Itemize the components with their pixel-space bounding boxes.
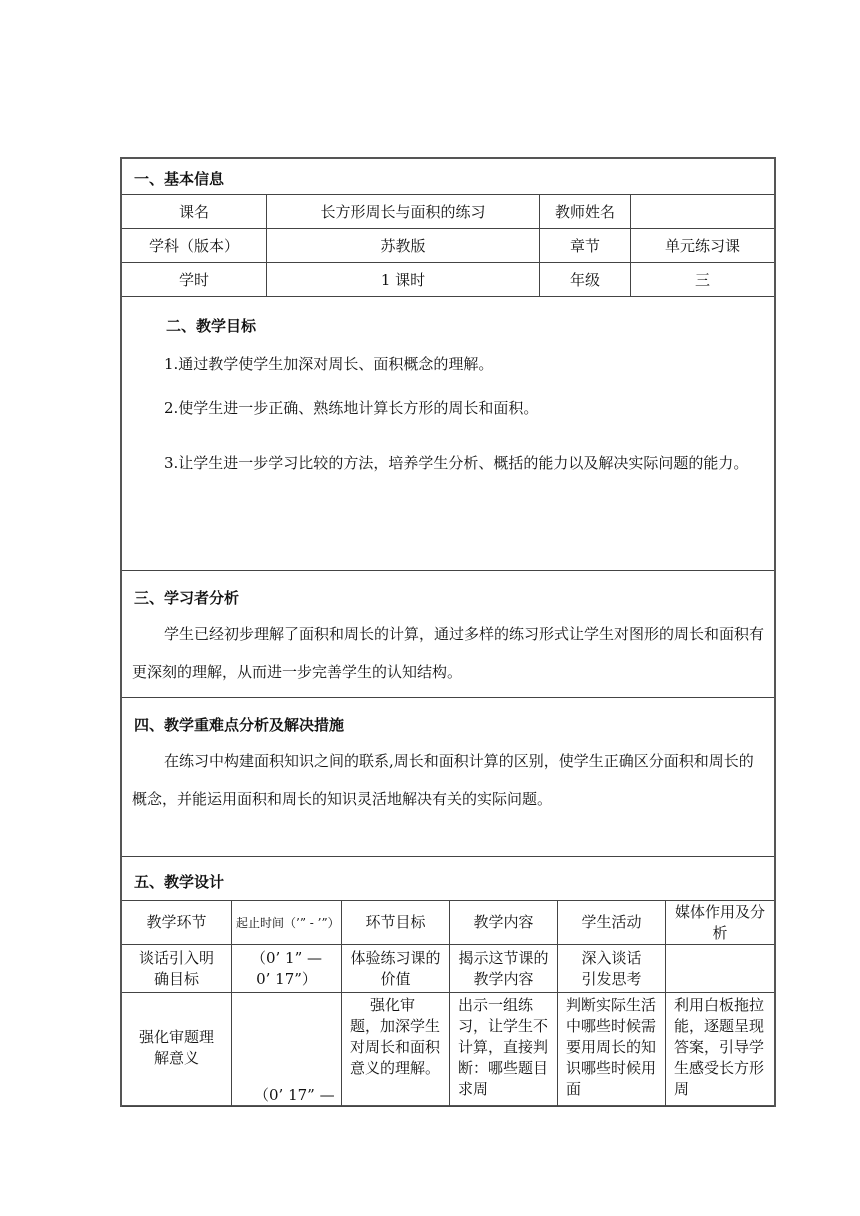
design-row2-stage: 强化审题理解意义 xyxy=(122,993,232,1107)
design-header-time: 起止时间（’” - ’”） xyxy=(232,901,342,945)
design-header-content: 教学内容 xyxy=(450,901,558,945)
design-row2-activity: 判断实际生活中哪些时候需要用周长的知识哪些时候用面 xyxy=(558,993,666,1107)
section1-header-row xyxy=(122,159,774,195)
key-points-text: 在练习中构建面积知识之间的联系,周长和面积计算的区别，使学生正确区分面积和周长的概念，并能运用面积和周长的知识灵活地解决有关的实际问题。 xyxy=(132,752,754,808)
design-row1-stage: 谈话引入明确目标 xyxy=(122,945,232,993)
section3-learner-analysis xyxy=(122,571,774,698)
design-row1-content: 揭示这节课的教学内容 xyxy=(450,945,558,993)
learner-analysis-text: 学生已经初步理解了面积和周长的计算，通过多样的练习形式让学生对图形的周长和面积有更深刻的理解，从而进一步完善学生的认知结构。 xyxy=(132,625,765,681)
info-label-course: 课名 xyxy=(122,195,267,228)
info-value-subject: 苏教版 xyxy=(267,229,540,262)
section4-key-points xyxy=(122,698,774,857)
info-row-2 xyxy=(122,229,774,263)
teaching-design-grid xyxy=(122,901,774,1107)
design-row2-media: 利用白板拖拉能，逐题呈现答案，引导学生感受长方形周 xyxy=(666,993,774,1107)
info-label-chapter: 章节 xyxy=(540,229,631,262)
section2-title: 二、教学目标 xyxy=(166,317,257,335)
info-value-course: 长方形周长与面积的练习 xyxy=(267,195,540,228)
info-value-grade: 三 xyxy=(694,271,710,289)
design-row1-goal: 体验练习课的价值 xyxy=(342,945,450,993)
design-row1-activity: 深入谈话引发思考 xyxy=(558,945,666,993)
info-label-hours: 学时 xyxy=(122,263,267,296)
section1-title: 一、基本信息 xyxy=(134,170,225,188)
lesson-plan-table xyxy=(120,157,776,1107)
design-row2-time: （0’ 17” — xyxy=(232,993,342,1107)
design-row1-time: （0’ 1” — 0’ 17”） xyxy=(232,945,342,993)
info-value-teacher xyxy=(631,195,774,228)
design-header-media: 媒体作用及分析 xyxy=(666,901,774,945)
section3-title: 三、学习者分析 xyxy=(134,589,240,607)
objective-3: 3.让学生进一步学习比较的方法，培养学生分析、概括的能力以及解决实际问题的能力。 xyxy=(164,454,749,472)
objective-1: 1.通过教学使学生加深对周长、面积概念的理解。 xyxy=(164,355,494,373)
section4-title: 四、教学重难点分析及解决措施 xyxy=(134,716,345,734)
section5-title: 五、教学设计 xyxy=(134,873,225,891)
design-header-activity: 学生活动 xyxy=(558,901,666,945)
info-row-1 xyxy=(122,195,774,229)
info-label-teacher: 教师姓名 xyxy=(540,195,631,228)
design-header-goal: 环节目标 xyxy=(342,901,450,945)
info-value-chapter: 单元练习课 xyxy=(664,237,740,255)
info-value-hours: 1 课时 xyxy=(267,263,540,296)
section2-objectives xyxy=(122,297,774,571)
design-row1-media xyxy=(666,945,774,993)
design-row2-content: 出示一组练习，让学生不计算，直接判断：哪些题目求周 xyxy=(450,993,558,1107)
section5-header-row xyxy=(122,857,774,901)
objective-2: 2.使学生进一步正确、熟练地计算长方形的周长和面积。 xyxy=(164,399,539,417)
info-row-3 xyxy=(122,263,774,297)
design-header-stage: 教学环节 xyxy=(122,901,232,945)
info-label-subject: 学科（版本） xyxy=(122,229,267,262)
design-row2-goal: 强化审题，加深学生对周长和面积意义的理解。 xyxy=(342,993,450,1107)
info-label-grade: 年级 xyxy=(540,263,631,296)
